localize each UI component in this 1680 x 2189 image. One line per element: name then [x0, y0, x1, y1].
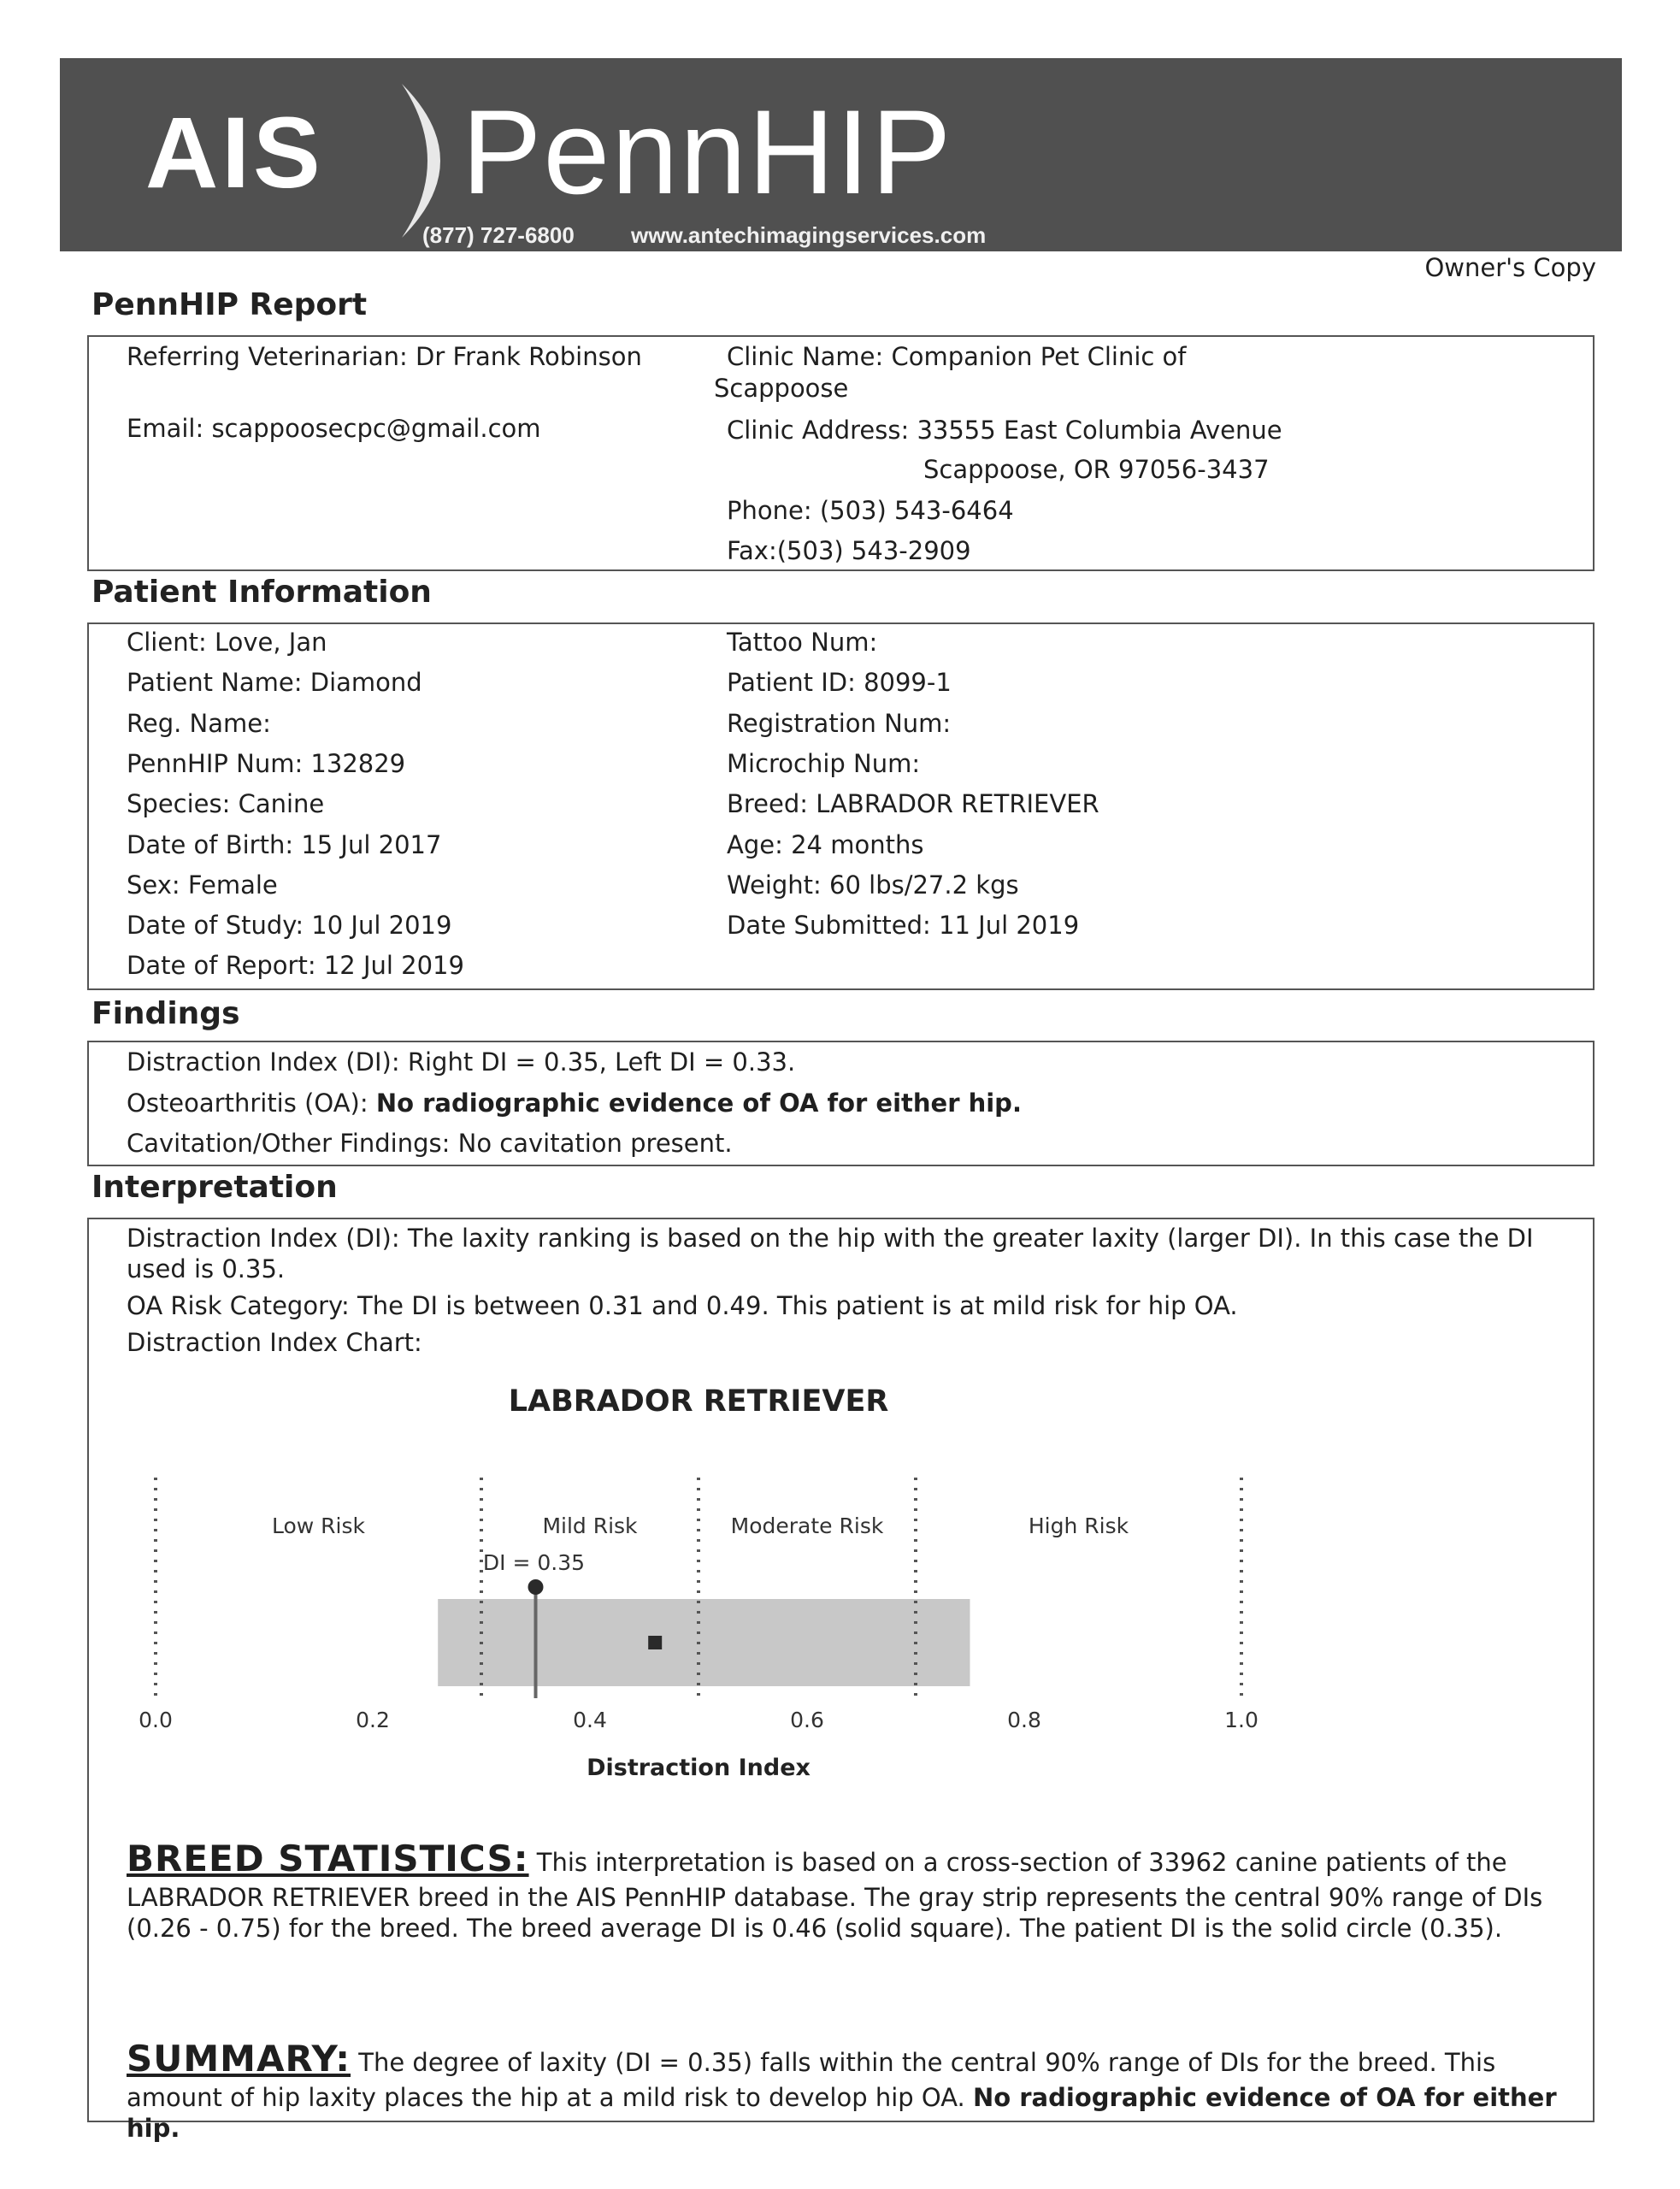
breed-range-strip [438, 1599, 970, 1686]
x-axis-label: Distraction Index [587, 1755, 811, 1781]
clinic-phone: Phone: (503) 543-6464 [727, 496, 1014, 525]
breed-statistics [127, 1837, 1571, 1944]
patient-left-field: Sex: Female [127, 870, 278, 900]
findings-oa-label: Osteoarthritis (OA): [127, 1089, 376, 1118]
interpretation-di-text: Distraction Index (DI): The laxity ranking is based on the hip with the greater laxity (larger DI). In this case the DI used is 0.35. [127, 1224, 1534, 1284]
x-tick-label: 0.2 [356, 1708, 390, 1732]
header-phone: (877) 727-6800 [422, 222, 575, 248]
patient-right-field: Breed: LABRADOR RETRIEVER [727, 789, 1099, 819]
findings-oa [127, 1089, 1022, 1118]
logo-pennhip: PennHIP [462, 85, 953, 219]
findings-cavitation: Cavitation/Other Findings: No cavitation present. [127, 1129, 733, 1158]
chart-title: LABRADOR RETRIEVER [508, 1384, 889, 1419]
report-section-title: PennHIP Report [91, 287, 368, 322]
clinic-email: Email: scappoosecpc@gmail.com [127, 414, 541, 443]
patient-right-field: Patient ID: 8099-1 [727, 668, 952, 698]
risk-zone-label: Moderate Risk [730, 1513, 884, 1538]
risk-zone-label: Mild Risk [542, 1513, 638, 1538]
patient-right-field: Weight: 60 lbs/27.2 kgs [727, 870, 1019, 900]
summary-bold: No radiographic evidence of OA for either hip. [127, 2082, 1557, 2143]
findings-oa-value: No radiographic evidence of OA for either hip. [375, 1089, 1022, 1118]
patient-right-field: Tattoo Num: [727, 628, 878, 657]
summary [127, 2037, 1571, 2144]
patient-right-field: Microchip Num: [727, 748, 921, 778]
patient-left-field: Client: Love, Jan [127, 628, 327, 657]
clinic-address-city: Scappoose, OR 97056-3437 [923, 455, 1270, 484]
header-banner [60, 58, 1622, 251]
x-tick-label: 0.8 [1007, 1708, 1041, 1732]
breed-average-square [648, 1636, 662, 1649]
chart-intro-label: Distraction Index Chart: [127, 1328, 422, 1357]
patient-left-field: Date of Study: 10 Jul 2019 [127, 911, 452, 941]
findings-di: Distraction Index (DI): Right DI = 0.35, Left DI = 0.33. [127, 1047, 796, 1077]
patient-di-circle [528, 1579, 544, 1595]
x-tick-label: 1.0 [1224, 1708, 1259, 1732]
patient-right-field: Date Submitted: 11 Jul 2019 [727, 911, 1080, 941]
risk-zone-label: High Risk [1028, 1513, 1129, 1538]
clinic-address: Clinic Address: 33555 East Columbia Avenue [727, 416, 1282, 445]
patient-right-field: Age: 24 months [727, 829, 924, 859]
clinic-name-cont: Scappoose [714, 374, 849, 403]
patient-right-field: Registration Num: [727, 708, 952, 738]
clinic-fax: Fax:(503) 543-2909 [727, 536, 971, 565]
patient-left-field: Date of Birth: 15 Jul 2017 [127, 829, 442, 859]
patient-left-field: Species: Canine [127, 789, 325, 819]
patient-left-field: Reg. Name: [127, 708, 271, 738]
risk-zone-label: Low Risk [272, 1513, 365, 1538]
oa-risk-category: OA Risk Category: The DI is between 0.31 and 0.49. This patient is at mild risk for hip OA. [127, 1291, 1238, 1320]
patient-left-field: Patient Name: Diamond [127, 668, 422, 698]
referring-vet: Referring Veterinarian: Dr Frank Robinson [127, 342, 642, 371]
x-tick-label: 0.0 [139, 1708, 173, 1732]
x-tick-label: 0.6 [790, 1708, 824, 1732]
owners-copy-label: Owner's Copy [1424, 253, 1596, 282]
summary-text: The degree of laxity (DI = 0.35) falls within the central 90% range of DIs for the breed. This amount of hip laxity places the hip at a mild risk to develop hip OA. [127, 2048, 1496, 2112]
breed-statistics-label: BREED STATISTICS: [127, 1838, 529, 1879]
summary-label: SUMMARY: [127, 2038, 351, 2080]
patient-left-field: PennHIP Num: 132829 [127, 748, 406, 778]
breed-statistics-text: This interpretation is based on a cross-section of 33962 canine patients of the LABRADOR RETRIEVER breed in the AIS PennHIP database. The gray strip represents the central 90% range of DIs (0.26 - 0.75) for the breed. The breed average DI is 0.46 (solid square). The patient DI is the solid circle (0.35). [127, 1848, 1543, 1943]
x-tick-label: 0.4 [573, 1708, 607, 1732]
header-website: www.antechimagingservices.com [631, 222, 987, 248]
patient-di-label: DI = 0.35 [482, 1550, 586, 1575]
clinic-name: Clinic Name: Companion Pet Clinic of [727, 342, 1187, 371]
distraction-index-chart [120, 1368, 1317, 1796]
logo-ais: AIS [145, 97, 324, 209]
patient-section-title: Patient Information [91, 575, 432, 610]
findings-section-title: Findings [91, 996, 240, 1031]
interpretation-section-title: Interpretation [91, 1170, 338, 1205]
patient-left-field: Date of Report: 12 Jul 2019 [127, 951, 464, 981]
